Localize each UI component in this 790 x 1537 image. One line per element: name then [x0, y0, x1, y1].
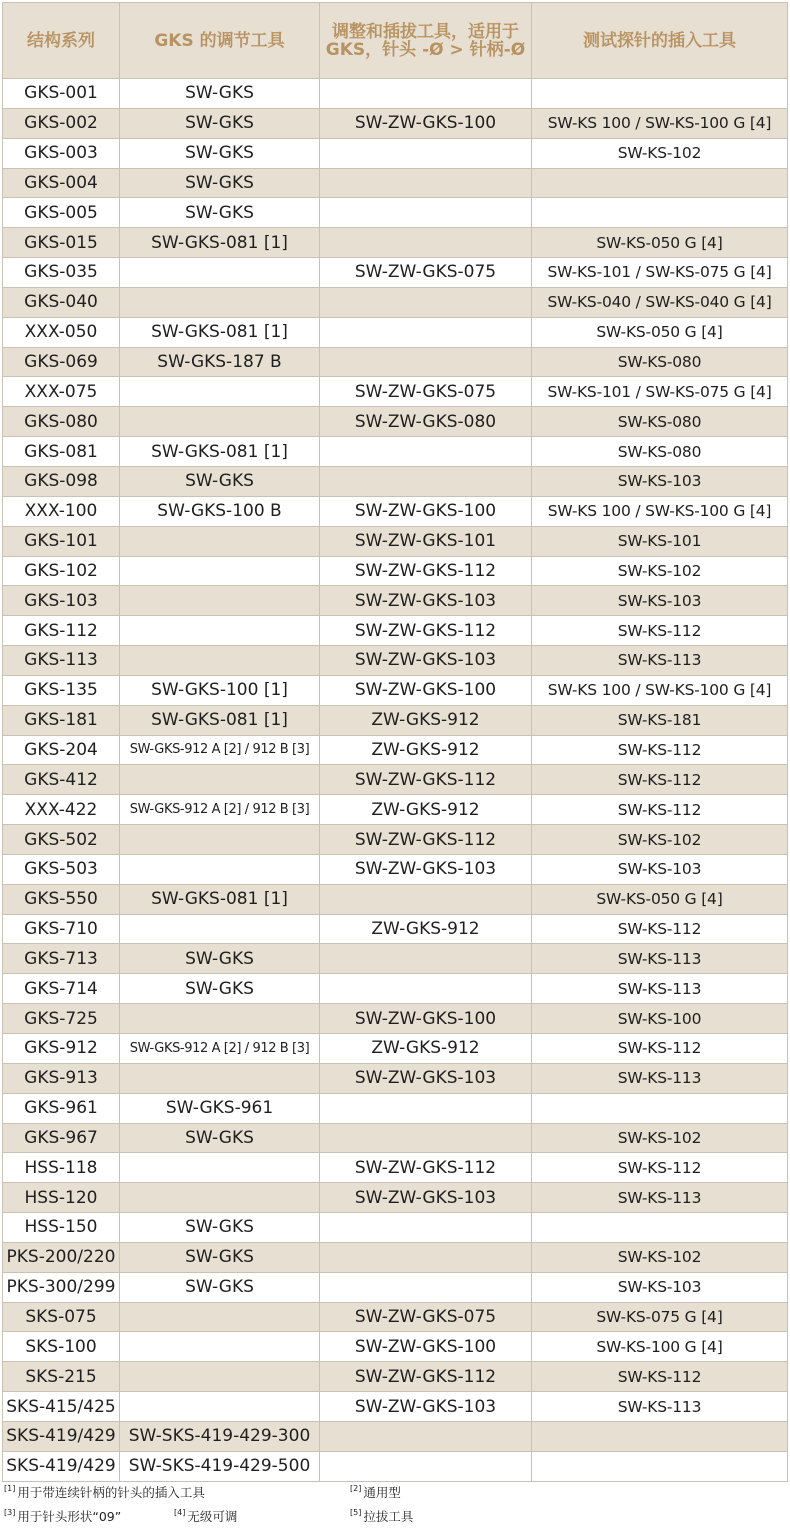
table-row — [3, 825, 788, 855]
cell-extraction-tool — [320, 1242, 532, 1272]
cell-insertion-tool: SW-KS-113 — [532, 1392, 788, 1422]
cell-series: SKS-215 — [3, 1362, 120, 1392]
header-series: 结构系列 — [3, 3, 120, 79]
table-row — [3, 586, 788, 616]
cell-extraction-tool: ZW-GKS-912 — [320, 735, 532, 765]
cell-adjustment-tool: SW-GKS — [120, 168, 320, 198]
footnote-1 — [4, 1483, 205, 1501]
footnote-mark: [5] — [350, 1508, 362, 1517]
footnote-5 — [350, 1507, 413, 1525]
cell-adjustment-tool: SW-GKS-081 [1] — [120, 317, 320, 347]
cell-adjustment-tool: SW-GKS — [120, 1242, 320, 1272]
cell-insertion-tool — [532, 1213, 788, 1243]
cell-adjustment-tool: SW-GKS — [120, 1272, 320, 1302]
cell-series: PKS-200/220 — [3, 1242, 120, 1272]
table-row — [3, 1123, 788, 1153]
cell-adjustment-tool — [120, 1004, 320, 1034]
cell-series: XXX-050 — [3, 317, 120, 347]
table-row — [3, 1213, 788, 1243]
table-row — [3, 496, 788, 526]
table-row — [3, 198, 788, 228]
cell-extraction-tool: SW-ZW-GKS-103 — [320, 1063, 532, 1093]
cell-extraction-tool: SW-ZW-GKS-101 — [320, 526, 532, 556]
cell-extraction-tool: SW-ZW-GKS-103 — [320, 646, 532, 676]
table-row — [3, 556, 788, 586]
cell-adjustment-tool: SW-GKS-912 A [2] / 912 B [3] — [120, 1034, 320, 1064]
cell-adjustment-tool — [120, 258, 320, 288]
cell-adjustment-tool — [120, 586, 320, 616]
cell-extraction-tool: SW-ZW-GKS-112 — [320, 765, 532, 795]
footnote-mark: [4] — [174, 1508, 186, 1517]
cell-series: XXX-075 — [3, 377, 120, 407]
table-row — [3, 1392, 788, 1422]
cell-series: HSS-150 — [3, 1213, 120, 1243]
footnote-mark: [2] — [350, 1484, 362, 1493]
cell-adjustment-tool: SW-GKS-081 [1] — [120, 228, 320, 258]
cell-insertion-tool: SW-KS-103 — [532, 854, 788, 884]
cell-extraction-tool — [320, 884, 532, 914]
cell-adjustment-tool: SW-GKS — [120, 138, 320, 168]
cell-extraction-tool: SW-ZW-GKS-112 — [320, 1362, 532, 1392]
cell-extraction-tool: SW-ZW-GKS-103 — [320, 1392, 532, 1422]
footnote-text: 无级可调 — [187, 1509, 238, 1524]
cell-series: GKS-035 — [3, 258, 120, 288]
table-row — [3, 884, 788, 914]
table-row — [3, 526, 788, 556]
cell-adjustment-tool — [120, 616, 320, 646]
cell-extraction-tool: SW-ZW-GKS-100 — [320, 1332, 532, 1362]
cell-insertion-tool: SW-KS-102 — [532, 138, 788, 168]
cell-insertion-tool: SW-KS-103 — [532, 1272, 788, 1302]
cell-series: GKS-098 — [3, 466, 120, 496]
cell-adjustment-tool — [120, 377, 320, 407]
cell-series: GKS-714 — [3, 974, 120, 1004]
table-row — [3, 407, 788, 437]
cell-series: GKS-001 — [3, 79, 120, 109]
tool-compatibility-table — [2, 2, 788, 1482]
cell-series: GKS-725 — [3, 1004, 120, 1034]
cell-series: HSS-118 — [3, 1153, 120, 1183]
cell-adjustment-tool — [120, 1063, 320, 1093]
cell-insertion-tool: SW-KS-050 G [4] — [532, 317, 788, 347]
cell-series: GKS-912 — [3, 1034, 120, 1064]
cell-insertion-tool — [532, 198, 788, 228]
cell-series: GKS-103 — [3, 586, 120, 616]
cell-series: GKS-710 — [3, 914, 120, 944]
cell-insertion-tool: SW-KS-181 — [532, 705, 788, 735]
table-row — [3, 258, 788, 288]
cell-extraction-tool: SW-ZW-GKS-103 — [320, 586, 532, 616]
cell-adjustment-tool: SW-GKS — [120, 79, 320, 109]
cell-insertion-tool: SW-KS-113 — [532, 1183, 788, 1213]
footnote-text: 通用型 — [363, 1485, 401, 1500]
cell-series: HSS-120 — [3, 1183, 120, 1213]
cell-extraction-tool — [320, 287, 532, 317]
cell-adjustment-tool — [120, 765, 320, 795]
table-row — [3, 466, 788, 496]
cell-extraction-tool: ZW-GKS-912 — [320, 705, 532, 735]
cell-adjustment-tool: SW-SKS-419-429-500 — [120, 1451, 320, 1481]
cell-extraction-tool — [320, 79, 532, 109]
cell-adjustment-tool: SW-GKS — [120, 1123, 320, 1153]
table-row — [3, 317, 788, 347]
cell-insertion-tool: SW-KS-080 — [532, 347, 788, 377]
cell-series: SKS-415/425 — [3, 1392, 120, 1422]
table-row — [3, 1302, 788, 1332]
cell-adjustment-tool: SW-GKS-081 [1] — [120, 437, 320, 467]
table-row — [3, 108, 788, 138]
cell-insertion-tool: SW-KS 100 / SW-KS-100 G [4] — [532, 496, 788, 526]
cell-insertion-tool: SW-KS-101 — [532, 526, 788, 556]
cell-extraction-tool: SW-ZW-GKS-103 — [320, 854, 532, 884]
cell-insertion-tool: SW-KS-113 — [532, 646, 788, 676]
table-row — [3, 795, 788, 825]
cell-extraction-tool: SW-ZW-GKS-100 — [320, 496, 532, 526]
table-row — [3, 347, 788, 377]
cell-insertion-tool — [532, 1421, 788, 1451]
header-extraction-tool: 调整和插拔工具，适用于 GKS，针头 -Ø > 针柄-Ø — [320, 3, 532, 79]
table-header-row — [3, 3, 788, 79]
cell-series: XXX-422 — [3, 795, 120, 825]
cell-insertion-tool: SW-KS-102 — [532, 556, 788, 586]
cell-series: GKS-967 — [3, 1123, 120, 1153]
cell-extraction-tool — [320, 228, 532, 258]
cell-series: GKS-503 — [3, 854, 120, 884]
footnote-text: 用于带连续针柄的针头的插入工具 — [17, 1485, 205, 1500]
cell-adjustment-tool: SW-GKS-100 B — [120, 496, 320, 526]
cell-series: GKS-004 — [3, 168, 120, 198]
cell-series: GKS-101 — [3, 526, 120, 556]
table-row — [3, 1004, 788, 1034]
cell-extraction-tool: SW-ZW-GKS-100 — [320, 1004, 532, 1034]
cell-insertion-tool: SW-KS-100 G [4] — [532, 1332, 788, 1362]
table-row — [3, 1063, 788, 1093]
cell-adjustment-tool — [120, 646, 320, 676]
cell-adjustment-tool: SW-GKS — [120, 974, 320, 1004]
cell-insertion-tool: SW-KS-050 G [4] — [532, 884, 788, 914]
cell-adjustment-tool: SW-GKS-187 B — [120, 347, 320, 377]
cell-series: GKS-080 — [3, 407, 120, 437]
cell-extraction-tool — [320, 466, 532, 496]
cell-series: GKS-015 — [3, 228, 120, 258]
cell-series: GKS-502 — [3, 825, 120, 855]
cell-series: GKS-102 — [3, 556, 120, 586]
cell-insertion-tool: SW-KS 100 / SW-KS-100 G [4] — [532, 675, 788, 705]
cell-insertion-tool — [532, 168, 788, 198]
cell-extraction-tool — [320, 1213, 532, 1243]
table-row — [3, 944, 788, 974]
cell-series: SKS-419/429 — [3, 1451, 120, 1481]
cell-series: GKS-713 — [3, 944, 120, 974]
cell-extraction-tool — [320, 974, 532, 1004]
cell-insertion-tool: SW-KS-080 — [532, 407, 788, 437]
cell-series: XXX-100 — [3, 496, 120, 526]
cell-insertion-tool: SW-KS-113 — [532, 1063, 788, 1093]
cell-extraction-tool — [320, 1421, 532, 1451]
cell-adjustment-tool — [120, 407, 320, 437]
cell-extraction-tool — [320, 437, 532, 467]
cell-extraction-tool — [320, 317, 532, 347]
cell-series: SKS-100 — [3, 1332, 120, 1362]
cell-insertion-tool: SW-KS-080 — [532, 437, 788, 467]
cell-adjustment-tool — [120, 825, 320, 855]
table-row — [3, 675, 788, 705]
cell-series: GKS-081 — [3, 437, 120, 467]
cell-extraction-tool: SW-ZW-GKS-075 — [320, 1302, 532, 1332]
cell-extraction-tool — [320, 1272, 532, 1302]
cell-insertion-tool: SW-KS-050 G [4] — [532, 228, 788, 258]
cell-adjustment-tool — [120, 1392, 320, 1422]
cell-series: GKS-113 — [3, 646, 120, 676]
cell-extraction-tool: SW-ZW-GKS-100 — [320, 675, 532, 705]
table-row — [3, 1183, 788, 1213]
cell-adjustment-tool: SW-GKS — [120, 466, 320, 496]
cell-adjustment-tool — [120, 287, 320, 317]
cell-insertion-tool — [532, 79, 788, 109]
cell-insertion-tool: SW-KS-113 — [532, 974, 788, 1004]
cell-insertion-tool: SW-KS-112 — [532, 914, 788, 944]
cell-insertion-tool: SW-KS 100 / SW-KS-100 G [4] — [532, 108, 788, 138]
cell-adjustment-tool — [120, 1183, 320, 1213]
cell-insertion-tool: SW-KS-101 / SW-KS-075 G [4] — [532, 258, 788, 288]
table-body — [3, 79, 788, 1482]
cell-adjustment-tool: SW-GKS-912 A [2] / 912 B [3] — [120, 795, 320, 825]
cell-insertion-tool: SW-KS-102 — [532, 1242, 788, 1272]
cell-adjustment-tool: SW-SKS-419-429-300 — [120, 1421, 320, 1451]
cell-insertion-tool: SW-KS-103 — [532, 466, 788, 496]
cell-series: SKS-075 — [3, 1302, 120, 1332]
cell-extraction-tool — [320, 1093, 532, 1123]
table-row — [3, 287, 788, 317]
cell-insertion-tool: SW-KS-112 — [532, 765, 788, 795]
cell-extraction-tool: ZW-GKS-912 — [320, 795, 532, 825]
cell-insertion-tool: SW-KS-100 — [532, 1004, 788, 1034]
table-row — [3, 79, 788, 109]
cell-extraction-tool: SW-ZW-GKS-080 — [320, 407, 532, 437]
cell-adjustment-tool — [120, 1153, 320, 1183]
cell-insertion-tool: SW-KS-112 — [532, 1153, 788, 1183]
cell-series: GKS-913 — [3, 1063, 120, 1093]
table-row — [3, 974, 788, 1004]
table-row — [3, 735, 788, 765]
table-row — [3, 765, 788, 795]
cell-insertion-tool: SW-KS-112 — [532, 1034, 788, 1064]
table-row — [3, 138, 788, 168]
table-row — [3, 168, 788, 198]
footnote-text: 拉拔工具 — [363, 1509, 414, 1524]
cell-adjustment-tool — [120, 854, 320, 884]
cell-series: GKS-204 — [3, 735, 120, 765]
cell-series: GKS-181 — [3, 705, 120, 735]
cell-insertion-tool: SW-KS-102 — [532, 1123, 788, 1153]
footnote-3 — [4, 1507, 121, 1525]
cell-extraction-tool: SW-ZW-GKS-112 — [320, 556, 532, 586]
cell-series: PKS-300/299 — [3, 1272, 120, 1302]
cell-extraction-tool: ZW-GKS-912 — [320, 914, 532, 944]
cell-insertion-tool: SW-KS-040 / SW-KS-040 G [4] — [532, 287, 788, 317]
cell-series: GKS-005 — [3, 198, 120, 228]
cell-series: GKS-135 — [3, 675, 120, 705]
cell-extraction-tool: SW-ZW-GKS-075 — [320, 377, 532, 407]
table-row — [3, 1451, 788, 1481]
cell-series: SKS-419/429 — [3, 1421, 120, 1451]
footnote-mark: [3] — [4, 1508, 16, 1517]
table-row — [3, 1272, 788, 1302]
cell-extraction-tool — [320, 944, 532, 974]
cell-series: GKS-069 — [3, 347, 120, 377]
cell-adjustment-tool: SW-GKS-912 A [2] / 912 B [3] — [120, 735, 320, 765]
table-row — [3, 437, 788, 467]
cell-adjustment-tool: SW-GKS-961 — [120, 1093, 320, 1123]
cell-extraction-tool: SW-ZW-GKS-112 — [320, 1153, 532, 1183]
table-row — [3, 228, 788, 258]
footnote-4 — [174, 1507, 237, 1525]
cell-adjustment-tool — [120, 1332, 320, 1362]
cell-adjustment-tool: SW-GKS-081 [1] — [120, 884, 320, 914]
cell-insertion-tool: SW-KS-075 G [4] — [532, 1302, 788, 1332]
footnote-text: 用于针头形状“09” — [17, 1509, 122, 1524]
cell-extraction-tool: ZW-GKS-912 — [320, 1034, 532, 1064]
table-row — [3, 1362, 788, 1392]
table-row — [3, 377, 788, 407]
table-row — [3, 854, 788, 884]
cell-extraction-tool: SW-ZW-GKS-103 — [320, 1183, 532, 1213]
cell-adjustment-tool: SW-GKS — [120, 1213, 320, 1243]
cell-series: GKS-040 — [3, 287, 120, 317]
cell-insertion-tool — [532, 1093, 788, 1123]
cell-insertion-tool: SW-KS-112 — [532, 735, 788, 765]
table-row — [3, 1242, 788, 1272]
cell-adjustment-tool: SW-GKS-081 [1] — [120, 705, 320, 735]
table-row — [3, 914, 788, 944]
footnote-2 — [350, 1483, 401, 1501]
cell-series: GKS-550 — [3, 884, 120, 914]
cell-adjustment-tool — [120, 1302, 320, 1332]
cell-insertion-tool: SW-KS-112 — [532, 616, 788, 646]
cell-series: GKS-002 — [3, 108, 120, 138]
cell-extraction-tool — [320, 168, 532, 198]
cell-series: GKS-003 — [3, 138, 120, 168]
cell-insertion-tool: SW-KS-102 — [532, 825, 788, 855]
cell-adjustment-tool — [120, 914, 320, 944]
cell-series: GKS-112 — [3, 616, 120, 646]
table-row — [3, 1153, 788, 1183]
table-row — [3, 1034, 788, 1064]
table-row — [3, 705, 788, 735]
table-row — [3, 1093, 788, 1123]
cell-adjustment-tool: SW-GKS — [120, 944, 320, 974]
cell-extraction-tool: SW-ZW-GKS-075 — [320, 258, 532, 288]
cell-insertion-tool: SW-KS-101 / SW-KS-075 G [4] — [532, 377, 788, 407]
header-insertion-tool: 测试探针的插入工具 — [532, 3, 788, 79]
cell-extraction-tool — [320, 138, 532, 168]
cell-extraction-tool: SW-ZW-GKS-100 — [320, 108, 532, 138]
footnote-mark: [1] — [4, 1484, 16, 1493]
cell-adjustment-tool — [120, 556, 320, 586]
cell-adjustment-tool: SW-GKS-100 [1] — [120, 675, 320, 705]
cell-series: GKS-961 — [3, 1093, 120, 1123]
cell-series: GKS-412 — [3, 765, 120, 795]
cell-insertion-tool: SW-KS-103 — [532, 586, 788, 616]
table-row — [3, 1421, 788, 1451]
cell-extraction-tool — [320, 198, 532, 228]
table-row — [3, 616, 788, 646]
table-row — [3, 646, 788, 676]
cell-insertion-tool: SW-KS-113 — [532, 944, 788, 974]
cell-adjustment-tool — [120, 1362, 320, 1392]
cell-extraction-tool — [320, 1123, 532, 1153]
cell-extraction-tool — [320, 1451, 532, 1481]
header-adjustment-tool: GKS 的调节工具 — [120, 3, 320, 79]
cell-extraction-tool: SW-ZW-GKS-112 — [320, 616, 532, 646]
cell-adjustment-tool: SW-GKS — [120, 198, 320, 228]
cell-adjustment-tool — [120, 526, 320, 556]
cell-extraction-tool: SW-ZW-GKS-112 — [320, 825, 532, 855]
cell-extraction-tool — [320, 347, 532, 377]
cell-insertion-tool: SW-KS-112 — [532, 795, 788, 825]
cell-insertion-tool: SW-KS-112 — [532, 1362, 788, 1392]
cell-insertion-tool — [532, 1451, 788, 1481]
cell-adjustment-tool: SW-GKS — [120, 108, 320, 138]
table-row — [3, 1332, 788, 1362]
